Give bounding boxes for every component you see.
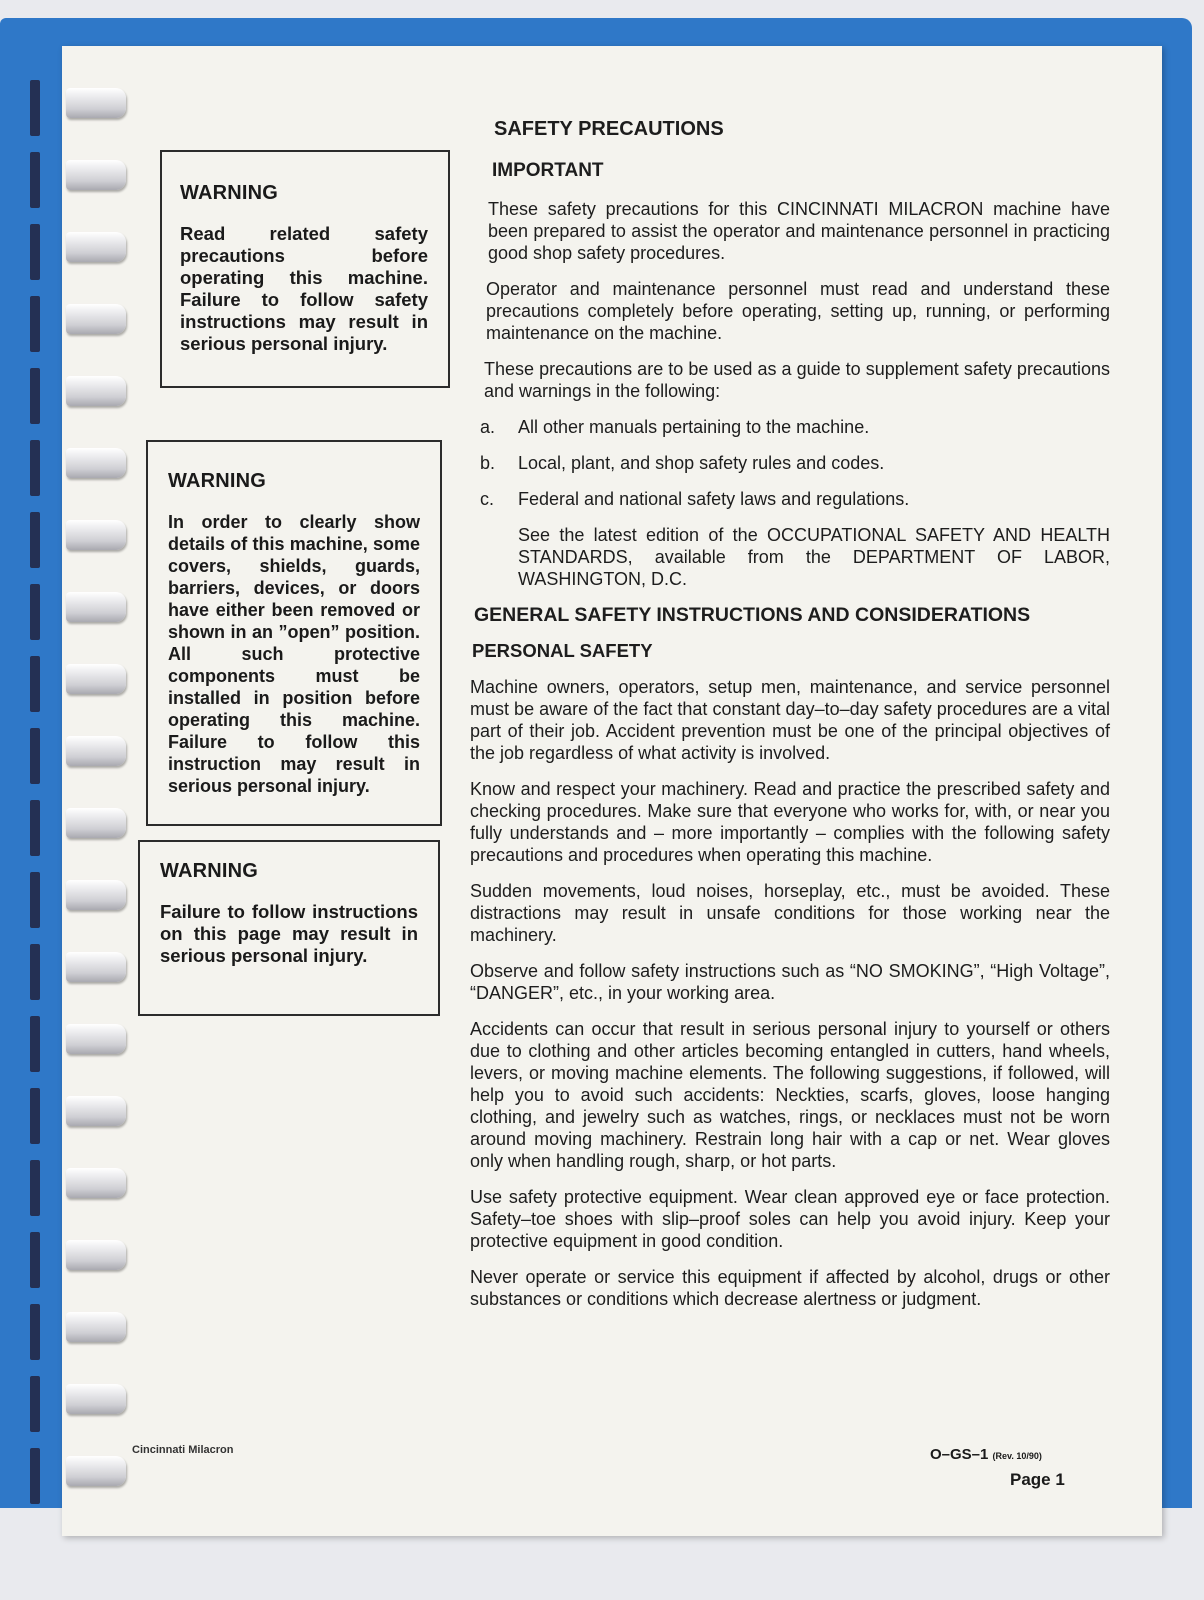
paragraph: Know and respect your machinery. Read and practice the prescribed safety and checking procedures. Make sure that everyone who works for, with, or near you fully understands and – more importantly – complies with the following safety precautions and procedures when operating this machine. (470, 779, 1110, 865)
list-text: Local, plant, and shop safety rules and codes. (518, 453, 885, 473)
binding-coil (30, 1168, 100, 1194)
binding-coil (30, 880, 100, 906)
warning-box-1 (160, 150, 450, 388)
binding-coil (30, 1384, 100, 1410)
warning-text: Failure to follow instructions on this page may result in serious personal injury. (160, 901, 418, 966)
binding-coil (30, 448, 100, 474)
binding-coil (30, 808, 100, 834)
list-text: Federal and national safety laws and regulations. (518, 489, 910, 509)
page-number: Page 1 (1010, 1470, 1065, 1489)
osha-note: See the latest edition of the OCCUPATIONAL SAFETY AND HEALTH STANDARDS, available from the DEPARTMENT OF LABOR, WASHINGTON, D.C. (518, 525, 1110, 589)
page-title: SAFETY PRECAUTIONS (494, 118, 724, 140)
list-marker: c. (480, 489, 495, 509)
important-heading: IMPORTANT (492, 160, 604, 181)
list-item (480, 416, 1110, 438)
code-text: O–GS–1 (930, 1446, 989, 1463)
paragraph: Observe and follow safety instructions such as “NO SMOKING”, “High Voltage”, “DANGER”, etc., in your working area. (470, 961, 1110, 1003)
paragraph-intro-3: These precautions are to be used as a guide to supplement safety precautions and warnings in the following: (484, 359, 1110, 401)
binding-coil (30, 736, 100, 762)
list-marker: a. (480, 417, 496, 437)
binding-coil (30, 952, 100, 978)
warning-title: WARNING (160, 860, 259, 882)
binding-coil (30, 160, 100, 186)
warning-title: WARNING (168, 470, 267, 492)
list-item (480, 488, 1110, 510)
general-heading: GENERAL SAFETY INSTRUCTIONS AND CONSIDERATIONS (474, 604, 1031, 626)
binding-coil (30, 520, 100, 546)
binding-coil (30, 1024, 100, 1050)
warning-box-3 (138, 840, 440, 1016)
warning-box-2 (146, 440, 442, 826)
binding-coil (30, 1240, 100, 1266)
document-code (930, 1446, 1042, 1463)
warning-text: Read related safety precautions before operating this machine. Failure to follow safety instructions may result in serious personal injury. (180, 223, 428, 354)
binding-coil (30, 664, 100, 690)
paragraph: Use safety protective equipment. Wear clean approved eye or face protection. Safety–toe shoes with slip–proof soles can help you avoid injury. Keep your protective equipment in good condition. (470, 1187, 1110, 1251)
list-text: All other manuals pertaining to the machine. (518, 417, 870, 437)
binding-coil (30, 1312, 100, 1338)
personal-safety-heading: PERSONAL SAFETY (472, 640, 653, 661)
binding-coil (30, 592, 100, 618)
paragraph: Sudden movements, loud noises, horseplay, etc., must be avoided. These distractions may result in unsafe conditions for those working near the machinery. (470, 881, 1110, 945)
paragraph-intro-1: These safety precautions for this CINCINNATI MILACRON machine have been prepared to assist the operator and maintenance personnel in practicing good shop safety procedures. (488, 199, 1110, 263)
binding-coil (30, 1456, 100, 1482)
binding-coil (30, 1096, 100, 1122)
warning-text: In order to clearly show details of this machine, some covers, shields, guards, barriers, devices, or doors have either been removed or shown in an ”open” position. All such protective components must be installed in position before operating this machine. Failure to follow this instruction may result in serious personal injury. (168, 512, 420, 796)
binding-coil (30, 304, 100, 330)
paragraph: Machine owners, operators, setup men, maintenance, and service personnel must be aware of the fact that constant day–to–day safety procedures are a vital part of their job. Accident prevention must be one of the principal objectives of the job regardless of what activity is involved. (470, 677, 1110, 763)
list-item (480, 452, 1110, 474)
revision-text: (Rev. 10/90) (992, 1451, 1042, 1461)
paragraph-intro-2: Operator and maintenance personnel must read and understand these precautions completely before operating, setting up, running, or performing maintenance on the machine. (486, 279, 1110, 343)
binding-coil (30, 376, 100, 402)
company-logo: Cincinnati Milacron (132, 1444, 234, 1456)
list-marker: b. (480, 453, 496, 473)
binding-coil (30, 232, 100, 258)
binding-coil (30, 88, 100, 114)
paragraph: Accidents can occur that result in serious personal injury to yourself or others due to clothing and other articles becoming entangled in cutters, hand wheels, levers, or moving machine elements. The following suggestions, if followed, will help you to avoid such accidents: Neckties, scarfs, gloves, loose hanging clothing, and jewelry such as watches, rings, or necklaces must not be worn around moving machinery. Restrain long hair with a cap or net. Wear gloves only when handling rough, sharp, or hot parts. (470, 1019, 1110, 1171)
paragraph: Never operate or service this equipment if affected by alcohol, drugs or other substances or conditions which decrease alertness or judgment. (470, 1267, 1110, 1309)
warning-title: WARNING (180, 182, 279, 204)
main-content (470, 118, 1110, 1324)
